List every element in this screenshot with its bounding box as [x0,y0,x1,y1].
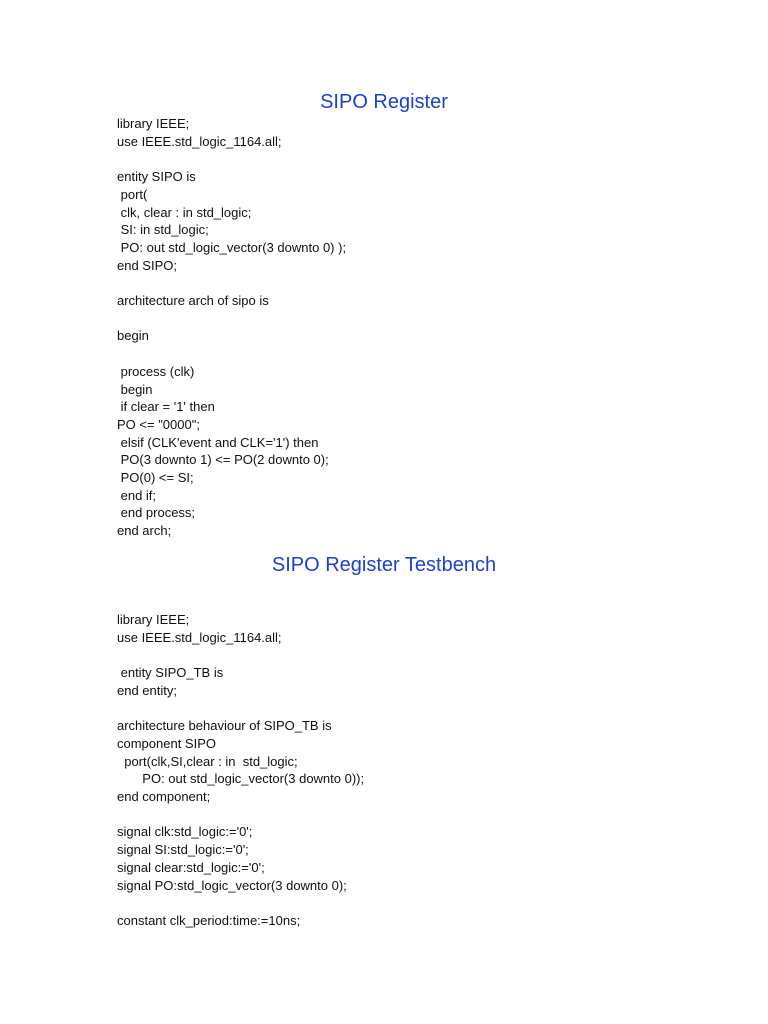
sipo-testbench-code: library IEEE; use IEEE.std_logic_1164.all; entity SIPO_TB is end entity; architecture behaviour of SIPO_TB is component SIPO port(clk,SI,clear : in std_logic; PO: out std_logic_vector(3 downto 0)); end component; signal clk:std_logic:='0'; signal SI:std_logic:='0'; signal clear:std_logic:='0'; signal PO:std_logic_vector(3 downto 0); constant clk_period:time:=10ns; [117,612,365,928]
sipo-testbench-heading: SIPO Register Testbench [271,554,497,576]
sipo-register-heading: SIPO Register [320,91,448,113]
sipo-register-code: library IEEE; use IEEE.std_logic_1164.all; entity SIPO is port( clk, clear : in std_logic; SI: in std_logic; PO: out std_logic_vector(3 downto 0) ); end SIPO; architecture arch of sipo is begin process (clk) begin if clear = '1' then PO <= "0000"; elsif (CLK'event and CLK='1') then PO(3 downto 1) <= PO(2 downto 0); PO(0) <= SI; end if; end process; end arch; [117,116,347,539]
